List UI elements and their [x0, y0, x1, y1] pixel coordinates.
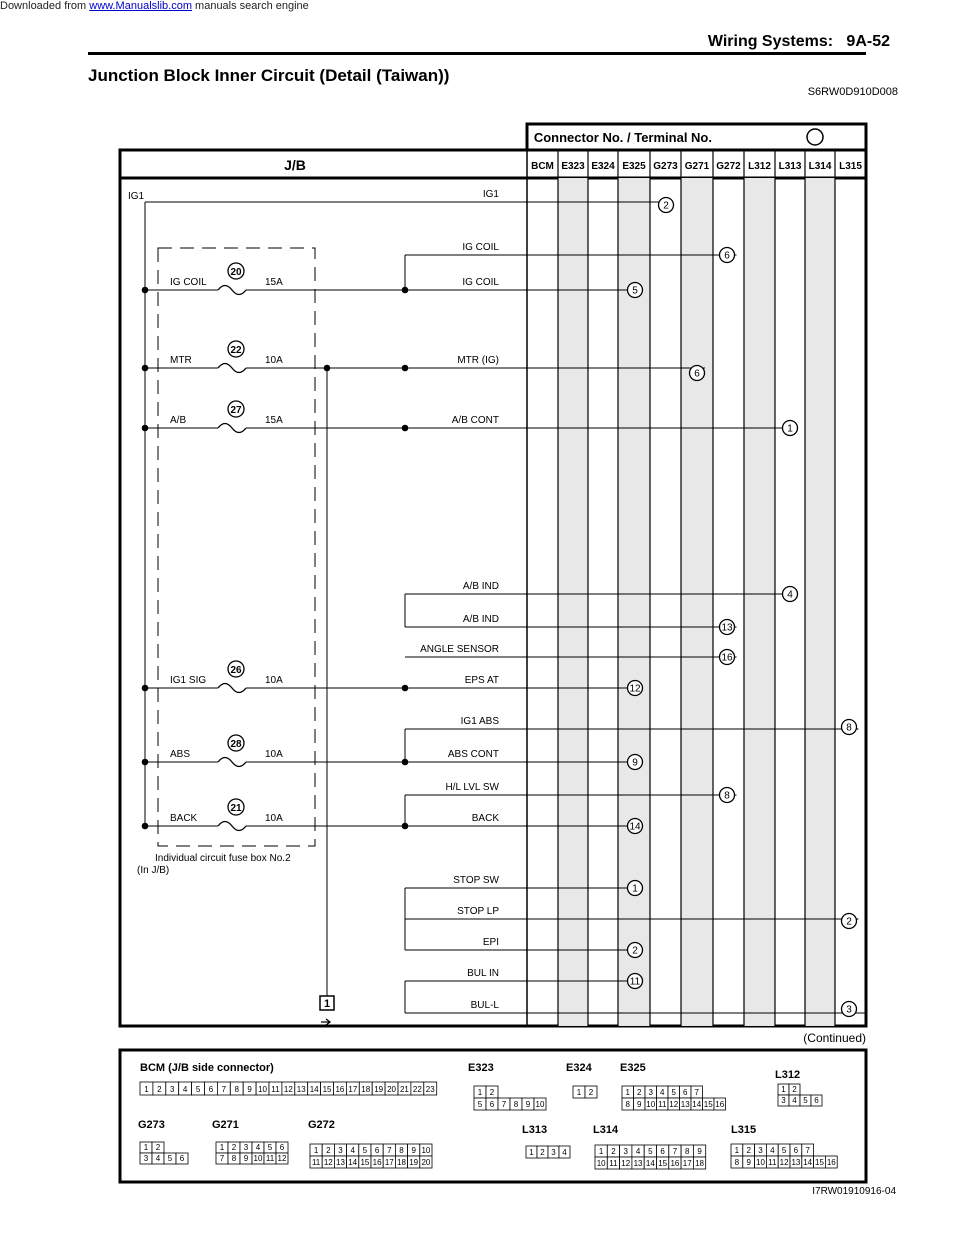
g272-pin: 12: [323, 1158, 333, 1167]
terminal-number: 3: [846, 1004, 852, 1016]
connector-title: G272: [308, 1119, 335, 1131]
page-number: 9A-52: [846, 33, 890, 50]
g272-pin: 15: [360, 1158, 370, 1167]
junction-dot: [142, 685, 149, 692]
e323-pin: 1: [477, 1088, 483, 1097]
terminal-number: 13: [721, 622, 733, 634]
column-header: L312: [748, 161, 771, 172]
e325-pin: 4: [660, 1088, 665, 1097]
e325-pin: 15: [703, 1100, 713, 1109]
bcm-pin: 2: [157, 1085, 162, 1094]
g272-pin: 4: [350, 1146, 355, 1155]
bcm-pin: 9: [247, 1085, 252, 1094]
column-header: L313: [778, 161, 802, 172]
l315-pin: 14: [803, 1158, 813, 1167]
jb-label: J/B: [284, 157, 306, 173]
l314-pin: 3: [623, 1147, 628, 1156]
e325-pin: 11: [658, 1100, 667, 1109]
g272-pin: 8: [399, 1146, 404, 1155]
l315-pin: 2: [746, 1146, 751, 1155]
e325-pin: 3: [648, 1088, 653, 1097]
terminal-number: 8: [846, 722, 852, 734]
l315-pin: 1: [734, 1146, 740, 1155]
l313-pin: 1: [529, 1148, 534, 1157]
column-header: BCM: [531, 161, 554, 172]
column-header: E325: [622, 161, 646, 172]
g273-pin: 3: [143, 1154, 149, 1163]
g273-pin: 2: [155, 1143, 161, 1152]
circuit-label: EPI: [482, 937, 499, 948]
fuse-rating: 15A: [265, 415, 283, 426]
l314-pin: 1: [598, 1147, 604, 1156]
terminal-number: 12: [629, 683, 641, 695]
l315-pin: 12: [779, 1158, 789, 1167]
circuit-label: STOP SW: [453, 875, 499, 886]
column-shade: [558, 178, 588, 1026]
fuse-name: A/B: [170, 415, 187, 426]
g271-pin: 1: [219, 1143, 225, 1152]
bcm-pin: 11: [271, 1085, 280, 1094]
e325-pin: 6: [683, 1088, 688, 1097]
e323-pin: 5: [477, 1100, 483, 1109]
l312-pin: 3: [781, 1096, 786, 1105]
fuse-name: IG COIL: [170, 277, 207, 288]
g272-pin: 2: [326, 1146, 331, 1155]
bcm-pin: 18: [361, 1085, 371, 1094]
e325-pin: 1: [625, 1088, 630, 1097]
fuse-number: 21: [230, 803, 242, 814]
l314-pin: 13: [633, 1159, 643, 1168]
l312-pin: 6: [814, 1096, 819, 1105]
circuit-label: BACK: [471, 813, 499, 824]
fuse-number: 28: [230, 739, 242, 750]
l312-pin: 2: [792, 1085, 797, 1094]
l312-pin: 4: [792, 1096, 797, 1105]
e323-pin: 7: [501, 1100, 507, 1109]
circuit-label: EPS AT: [464, 675, 499, 686]
fuse-number: 22: [230, 345, 242, 356]
junction-dot: [142, 823, 149, 830]
junction-dot: [142, 425, 149, 432]
terminal-number: 2: [663, 200, 669, 212]
bcm-pin: 17: [348, 1085, 358, 1094]
l315-pin: 4: [770, 1146, 775, 1155]
g271-pin: 5: [267, 1143, 273, 1152]
circuit-label: STOP LP: [457, 906, 499, 917]
g272-pin: 17: [384, 1158, 394, 1167]
bcm-pin: 23: [425, 1085, 435, 1094]
e323-pin: 8: [513, 1100, 519, 1109]
e325-pin: 8: [625, 1100, 630, 1109]
g271-pin: 4: [255, 1143, 261, 1152]
download-suffix: manuals search engine: [191, 0, 309, 12]
terminal-number: 2: [846, 916, 852, 928]
column-header: G271: [684, 161, 710, 172]
g273-pin: 6: [179, 1154, 185, 1163]
column-header: L315: [839, 161, 862, 172]
g272-pin: 13: [336, 1158, 345, 1167]
l314-pin: 5: [648, 1147, 653, 1156]
bcm-pin: 6: [208, 1085, 214, 1094]
ref-arrow-icon: [321, 1019, 330, 1025]
bcm-pin: 19: [374, 1085, 384, 1094]
bcm-pin: 14: [309, 1085, 319, 1094]
terminal-number: 1: [632, 883, 638, 895]
figure-id: I7RW01910916-04: [812, 1186, 896, 1197]
bcm-pin: 16: [335, 1085, 345, 1094]
g271-pin: 10: [253, 1154, 263, 1163]
junction-dot: [402, 685, 409, 692]
ref-box-number: 1: [323, 998, 331, 1010]
fuse-rating: 10A: [265, 813, 283, 824]
terminal-number: 4: [787, 589, 793, 601]
connector-title: E325: [620, 1062, 646, 1074]
junction-dot: [402, 823, 409, 830]
terminal-number: 6: [694, 368, 700, 380]
g272-pin: 10: [421, 1146, 431, 1155]
fuse-icon: [218, 364, 246, 373]
g272-pin: 16: [372, 1158, 382, 1167]
e325-pin: 2: [637, 1088, 642, 1097]
junction-dot: [402, 425, 409, 432]
l314-pin: 6: [660, 1147, 665, 1156]
e324-pin: 2: [588, 1088, 594, 1097]
column-shade: [681, 178, 713, 1026]
column-shade: [805, 178, 835, 1026]
fuse-name: BACK: [170, 813, 198, 824]
connector-title: Connector No. / Terminal No.: [533, 130, 712, 145]
l314-pin: 4: [635, 1147, 641, 1156]
e323-pin: 6: [489, 1100, 495, 1109]
g271-pin: 12: [277, 1154, 287, 1163]
ig1-left-label: IG1: [128, 191, 145, 202]
section-title: Wiring Systems:: [707, 33, 834, 50]
e325-pin: 7: [694, 1088, 699, 1097]
g272-pin: 14: [348, 1158, 358, 1167]
l315-pin: 16: [826, 1158, 836, 1167]
connector-title: G273: [138, 1119, 165, 1131]
page-title: Junction Block Inner Circuit (Detail (Taiwan)): [88, 66, 450, 85]
l315-pin: 5: [781, 1146, 787, 1155]
connector-title: BCM (J/B side connector): [140, 1062, 274, 1074]
fuse-group: [142, 248, 409, 846]
connector-title: E323: [468, 1062, 494, 1074]
fuse-box-note-line1: Individual circuit fuse box No.2: [155, 853, 291, 864]
circuit-label: ANGLE SENSOR: [420, 644, 499, 655]
e323-pin: 10: [535, 1100, 545, 1109]
bcm-pin: 8: [234, 1085, 239, 1094]
terminal-number: 2: [632, 945, 638, 957]
terminal-number: 9: [632, 757, 638, 769]
fuse-icon: [218, 822, 246, 831]
terminal-number: 16: [721, 652, 733, 664]
circuit-label: A/B IND: [462, 581, 499, 592]
e323-pin: 9: [525, 1100, 531, 1109]
g272-pin: 19: [409, 1158, 419, 1167]
download-prefix: Downloaded from: [0, 0, 90, 12]
connector-title: L312: [775, 1069, 801, 1081]
g272-pin: 3: [338, 1146, 343, 1155]
junction-dot: [142, 287, 149, 294]
g271-pin: 9: [243, 1154, 249, 1163]
terminal-number: 1: [787, 423, 793, 435]
l315-pin: 10: [756, 1158, 765, 1167]
doc-code: S6RW0D910D008: [807, 86, 898, 98]
connector-title: L315: [731, 1124, 757, 1136]
l315-pin: 9: [746, 1158, 751, 1167]
l314-pin: 10: [596, 1159, 606, 1168]
terminal-number: 14: [629, 821, 641, 833]
e325-pin: 9: [637, 1100, 642, 1109]
circuit-label: IG COIL: [462, 242, 499, 253]
connector-title: E324: [566, 1062, 592, 1074]
e325-pin: 14: [692, 1100, 702, 1109]
bcm-pin: 5: [195, 1085, 201, 1094]
fuse-icon: [218, 286, 246, 295]
g271-pin: 7: [219, 1154, 225, 1163]
l315-pin: 6: [793, 1146, 799, 1155]
g273-pin: 4: [155, 1154, 161, 1163]
g272-pin: 9: [411, 1146, 416, 1155]
circuit-label: IG1: [482, 189, 499, 200]
bcm-pin: 15: [322, 1085, 332, 1094]
l314-pin: 12: [621, 1159, 631, 1168]
g272-pin: 11: [311, 1158, 321, 1167]
l313-pin: 4: [562, 1148, 567, 1157]
bcm-pin: 12: [283, 1085, 293, 1094]
junction-dot: [402, 759, 409, 766]
l314-pin: 2: [611, 1147, 616, 1156]
e325-pin: 5: [671, 1088, 676, 1097]
fuse-name: ABS: [170, 749, 191, 760]
e325-pin: 16: [715, 1100, 725, 1109]
g271-pin: 2: [231, 1143, 237, 1152]
fuse-rating: 10A: [265, 749, 283, 760]
fuse-number: 26: [230, 665, 242, 676]
l314-pin: 17: [682, 1159, 692, 1168]
terminal-number: 11: [629, 976, 641, 988]
l312-pin: 5: [803, 1096, 808, 1105]
fuse-box-note-line2: (In J/B): [137, 865, 170, 876]
bcm-pin: 3: [170, 1085, 175, 1094]
l314-pin: 16: [670, 1159, 680, 1168]
l315-pin: 7: [805, 1146, 810, 1155]
fuse-name: MTR: [170, 355, 192, 366]
fuse-number: 20: [230, 267, 242, 278]
l314-pin: 7: [672, 1147, 678, 1156]
g271-pin: 11: [265, 1154, 275, 1163]
g273-pin: 1: [143, 1143, 149, 1152]
fuse-icon: [218, 424, 246, 433]
column-shade: [744, 178, 775, 1026]
circuit-label: A/B CONT: [451, 415, 499, 426]
l314-pin: 11: [609, 1159, 618, 1168]
fuse-number: 27: [230, 405, 242, 416]
e324-pin: 1: [576, 1088, 582, 1097]
fuse-rating: 10A: [265, 675, 283, 686]
l314-pin: 14: [645, 1159, 655, 1168]
connector-title: L313: [522, 1124, 548, 1136]
l315-pin: 13: [791, 1158, 801, 1167]
bcm-pin: 1: [144, 1085, 149, 1094]
l315-pin: 15: [815, 1158, 824, 1167]
g272-pin: 6: [374, 1146, 380, 1155]
bcm-pin: 7: [221, 1085, 227, 1094]
junction-dot: [402, 287, 409, 294]
junction-dot: [142, 759, 149, 766]
l313-pin: 2: [540, 1148, 545, 1157]
g272-pin: 20: [421, 1158, 431, 1167]
terminal-number: 8: [724, 790, 730, 802]
e325-pin: 12: [669, 1100, 679, 1109]
column-shade: [618, 178, 650, 1026]
bcm-pin: 22: [412, 1085, 422, 1094]
manualslib-link[interactable]: www.Manualslib.com: [89, 0, 192, 12]
circuit-label: H/L LVL SW: [445, 782, 499, 793]
connector-title: G271: [212, 1119, 239, 1131]
l314-pin: 18: [695, 1159, 705, 1168]
fuse-name: IG1 SIG: [170, 675, 207, 686]
g272-pin: 5: [362, 1146, 368, 1155]
bcm-pin: 13: [296, 1085, 306, 1094]
l313-pin: 3: [551, 1148, 556, 1157]
column-header: G272: [716, 161, 741, 172]
g271-pin: 8: [231, 1154, 237, 1163]
l314-pin: 8: [685, 1147, 690, 1156]
circuit-label: MTR (IG): [457, 355, 499, 366]
e323-pin: 2: [489, 1088, 495, 1097]
l314-pin: 15: [658, 1159, 668, 1168]
bcm-pin: 4: [182, 1085, 188, 1094]
column-header: E323: [561, 161, 585, 172]
circuit-label: ABS CONT: [447, 749, 499, 760]
fuse-rating: 15A: [265, 277, 283, 288]
terminal-number: 5: [632, 285, 638, 297]
circuit-label: BUL-L: [470, 1000, 499, 1011]
g272-pin: 1: [313, 1146, 319, 1155]
fuse-icon: [218, 684, 246, 693]
circuit-label: IG1 ABS: [460, 716, 499, 727]
continued-label: (Continued): [803, 1031, 866, 1045]
junction-dot: [402, 365, 409, 372]
g271-pin: 3: [243, 1143, 249, 1152]
bcm-pin: 21: [399, 1085, 409, 1094]
terminal-number: 6: [724, 250, 730, 262]
connector-title: L314: [593, 1124, 619, 1136]
g272-pin: 7: [387, 1146, 392, 1155]
l314-pin: 9: [697, 1147, 702, 1156]
circuit-label: IG COIL: [462, 277, 499, 288]
g273-pin: 5: [167, 1154, 173, 1163]
circuit-label: BUL IN: [467, 968, 499, 979]
e325-pin: 13: [680, 1100, 690, 1109]
connector-views: [138, 1062, 837, 1169]
l315-pin: 11: [768, 1158, 777, 1167]
junction-dot: [142, 365, 149, 372]
l315-pin: 8: [734, 1158, 740, 1167]
junction-dot: [324, 365, 331, 372]
g271-pin: 6: [279, 1143, 285, 1152]
column-header: G273: [653, 161, 678, 172]
fuse-icon: [218, 758, 246, 767]
l312-pin: 1: [781, 1085, 786, 1094]
g272-pin: 18: [397, 1158, 406, 1167]
l315-pin: 3: [758, 1146, 763, 1155]
bcm-pin: 20: [387, 1085, 397, 1094]
circuit-label: A/B IND: [462, 614, 499, 625]
fuse-rating: 10A: [265, 355, 283, 366]
column-header: E324: [591, 161, 615, 172]
connector-columns: [527, 150, 862, 1026]
column-header: L314: [808, 161, 832, 172]
e325-pin: 10: [646, 1100, 656, 1109]
bcm-pin: 10: [258, 1085, 268, 1094]
